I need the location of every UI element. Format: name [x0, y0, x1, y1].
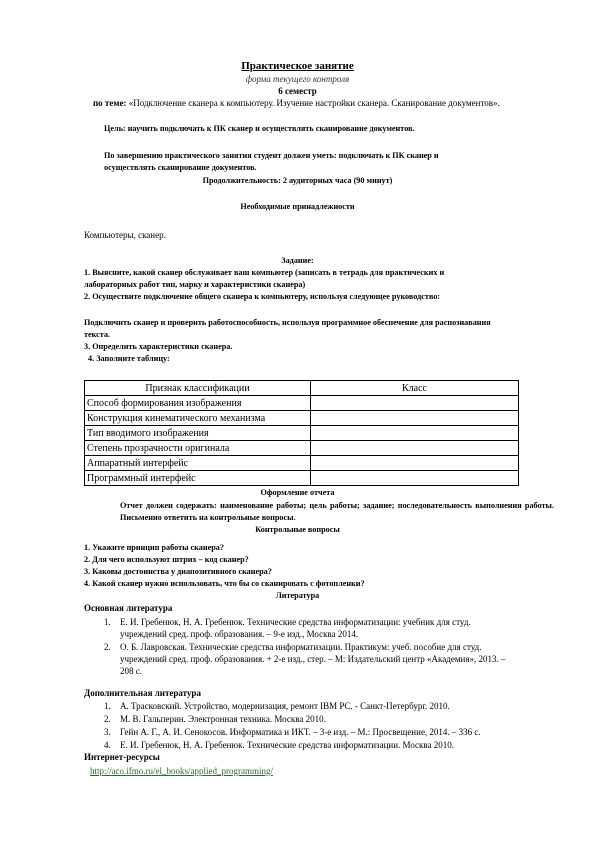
table-cell-class: [311, 456, 519, 471]
table-row: [85, 456, 519, 471]
extra-lit-item: М. В. Гальперин. Электронная техника. Москва 2010.: [120, 714, 326, 724]
main-lit-num: 2.: [104, 642, 111, 652]
main-lit-num: 1.: [104, 617, 111, 627]
topic-prefix: по теме:: [93, 98, 127, 108]
outcome-line-1: По завершению практического занятия студент должен уметь: подключать к ПК сканер и: [104, 151, 439, 160]
table-row: [85, 471, 519, 486]
table-cell-class: [311, 396, 519, 411]
extra-lit-num: 1.: [104, 701, 111, 711]
question-item: 2. Для чего используют штрих – код сканер?: [84, 555, 249, 564]
main-lit-line: О. Б. Лавровская. Технические средства информатизации. Практикум: учеб. пособие для студ.: [120, 642, 482, 652]
internet-resource-link[interactable]: http://aco.ifmo.ru/el_books/applied_programming/: [90, 766, 273, 776]
table-cell-class: [311, 426, 519, 441]
table-cell-class: [311, 471, 519, 486]
outcome-line-2: осуществлять сканирование документов.: [104, 163, 257, 172]
main-lit-line: 208 с.: [120, 666, 142, 676]
internet-resources-heading: Интернет-ресурсы: [84, 752, 160, 762]
question-item: 3. Каковы достоинства у диапозитивного сканера?: [84, 567, 272, 576]
extra-lit-item: Гейн А. Г., А. И. Сенокосов. Информатика и ИКТ. – 3-е изд. – М.: Просвещение, 2014. – 336 с.: [120, 727, 481, 737]
table-row: [85, 396, 519, 411]
classification-table: [84, 380, 519, 486]
main-lit-line: учреждений сред. проф. образования. + 2-е изд., стер. – М: Издательский центр «Академия», 2013. –: [120, 654, 506, 664]
extra-lit-num: 4.: [104, 740, 111, 750]
table-row: [85, 411, 519, 426]
task-line-6: 3. Определить характеристики сканера.: [84, 342, 233, 351]
task-line-2: лабораторных работ тип, марку и характеристики сканера): [84, 280, 306, 289]
accessories-heading: Необходимые принадлежности: [240, 202, 355, 211]
questions-heading: Контрольные вопросы: [255, 525, 340, 534]
main-literature-heading: Основная литература: [84, 603, 173, 613]
table-row: [85, 426, 519, 441]
table-header-feature: Признак классификации: [85, 381, 311, 396]
topic-line: [93, 98, 500, 108]
table-cell-class: [311, 441, 519, 456]
accessories-text: Компьютеры, сканер.: [84, 230, 166, 240]
literature-heading: Литература: [275, 591, 320, 600]
table-row: [85, 441, 519, 456]
report-heading: Оформление отчета: [260, 488, 335, 497]
duration: Продолжительность: 2 аудиторных часа (90 минут): [202, 176, 393, 185]
semester: 6 семестр: [278, 86, 317, 96]
table-cell-feature: Программный интерфейс: [85, 471, 311, 486]
extra-lit-num: 3.: [104, 727, 111, 737]
task-line-3: 2. Осуществите подключение общего сканера к компьютеру, используя следующее руководство:: [84, 292, 441, 301]
task-line-7: 4. Заполните таблицу:: [88, 354, 170, 363]
extra-literature-heading: Дополнительная литература: [84, 688, 201, 698]
page-title: Практическое занятие: [241, 60, 354, 72]
report-text: Отчет должен содержать: наименование работы; цель работы; задание; последовательность выполнения работы. Письменно ответить на контрольные вопросы.: [120, 501, 554, 522]
table-header-class: Класс: [311, 381, 519, 396]
main-lit-line: учреждений сред. проф. образования. – 9-е изд., Москва 2014.: [120, 629, 359, 639]
table-cell-feature: Степень прозрачности оригинала: [85, 441, 311, 456]
question-item: 4. Какой сканер нужно использовать, что бы со сканировать с фотопленки?: [84, 579, 365, 588]
table-cell-class: [311, 411, 519, 426]
extra-lit-item: А. Трасковский. Устройство, модернизация, ремонт IBM PC. - Санкт-Петербург. 2010.: [120, 701, 450, 711]
table-cell-feature: Конструкция кинематического механизма: [85, 411, 311, 426]
task-line-5: текста.: [84, 330, 111, 339]
table-header-row: [85, 381, 519, 396]
main-lit-line: Е. И. Гребенюк, Н. А. Гребенюк. Технические средства информатизации: учебник для студ.: [120, 617, 471, 627]
task-heading: Задание:: [281, 256, 314, 265]
topic-text: «Подключение сканера к компьютеру. Изучение настройки сканера. Сканирование документов».: [128, 98, 500, 108]
extra-lit-num: 2.: [104, 714, 111, 724]
goal-text: Цель: научить подключать к ПК сканер и осуществлять сканирование документов.: [104, 124, 415, 133]
table-cell-feature: Аппаратный интерфейс: [85, 456, 311, 471]
table-cell-feature: Способ формирования изображения: [85, 396, 311, 411]
table-cell-feature: Тип вводимого изображения: [85, 426, 311, 441]
question-item: 1. Укажите принцип работы сканера?: [84, 543, 224, 552]
page-subtitle: форма текущего контроля: [245, 74, 350, 84]
task-line-4: Подключить сканер и проверить работоспособность, используя программное обеспечение для распознавания: [84, 318, 491, 327]
task-line-1: 1. Выясните, какой сканер обслуживает ваш компьютер (записать в тетрадь для практических и: [84, 268, 445, 277]
extra-lit-item: Е. И. Гребенюк, Н. А. Гребенюк. Технические средства информатизации. Москва 2010.: [120, 740, 455, 750]
